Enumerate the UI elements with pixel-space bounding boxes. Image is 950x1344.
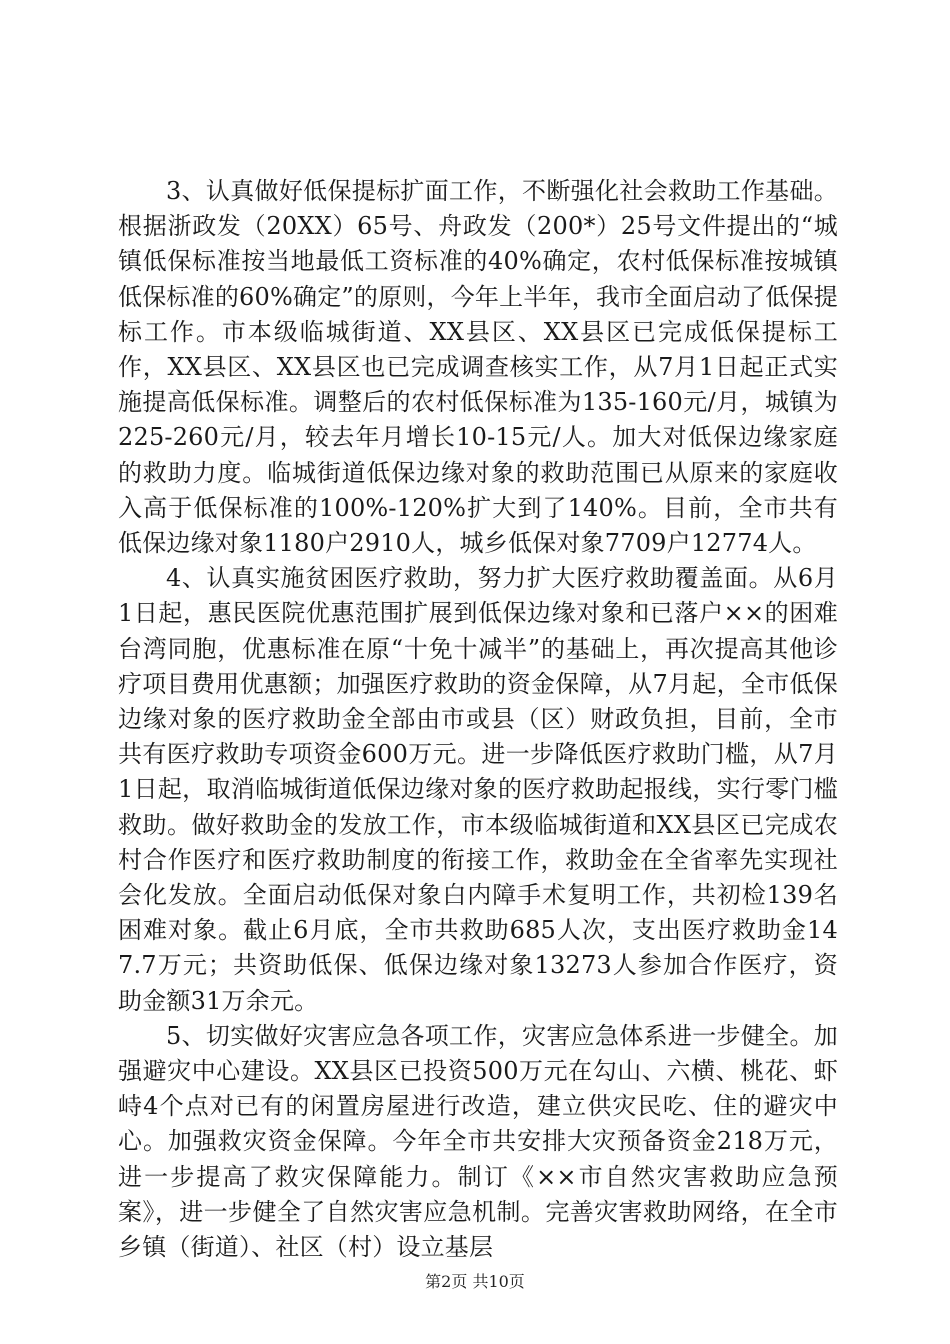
- document-body: [118, 174, 838, 1265]
- paragraph-low-income-standard: 3、认真做好低保提标扩面工作，不断强化社会救助工作基础。根据浙政发（20XX）65号、舟政发（200*）25号文件提出的“城镇低保标准按当地最低工资标准的40%确定，农村低保标准按城镇低保标准的60%确定”的原则，今年上半年，我市全面启动了低保提标工作。市本级临城街道、XX县区、XX县区已完成低保提标工作，XX县区、XX县区也已完成调查核实工作，从7月1日起正式实施提高低保标准。调整后的农村低保标准为135-160元/月，城镇为225-260元/月，较去年月增长10-15元/人。加大对低保边缘家庭的救助力度。临城街道低保边缘对象的救助范围已从原来的家庭收入高于低保标准的100%-120%扩大到了140%。目前，全市共有低保边缘对象1180户2910人，城乡低保对象7709户12774人。: [118, 177, 838, 558]
- page-footer: 第2页 共10页: [425, 1272, 525, 1291]
- paragraph-medical-aid: 4、认真实施贫困医疗救助，努力扩大医疗救助覆盖面。从6月1日起，惠民医院优惠范围扩展到低保边缘对象和已落户××的困难台湾同胞，优惠标准在原“十免十减半”的基础上，再次提高其他诊疗项目费用优惠额；加强医疗救助的资金保障，从7月起，全市低保边缘对象的医疗救助金全部由市或县（区）财政负担，目前，全市共有医疗救助专项资金600万元。进一步降低医疗救助门槛，从7月1日起，取消临城街道低保边缘对象的医疗救助起报线，实行零门槛救助。做好救助金的发放工作，市本级临城街道和XX县区已完成农村合作医疗和医疗救助制度的衔接工作，救助金在全省率先实现社会化发放。全面启动低保对象白内障手术复明工作，共初检139名困难对象。截止6月底，全市共救助685人次，支出医疗救助金147.7万元；共资助低保、低保边缘对象13273人参加合作医疗，资助金额31万余元。: [118, 564, 838, 1015]
- paragraph-disaster-response: 5、切实做好灾害应急各项工作，灾害应急体系进一步健全。加强避灾中心建设。XX县区已投资500万元在勾山、六横、桃花、虾峙4个点对已有的闲置房屋进行改造，建立供灾民吃、住的避灾中心。加强救灾资金保障。今年全市共安排大灾预备资金218万元，进一步提高了救灾保障能力。制订《××市自然灾害救助应急预案》，进一步健全了自然灾害应急机制。完善灾害救助网络，在全市乡镇（街道）、社区（村）设立基层: [118, 1021, 838, 1262]
